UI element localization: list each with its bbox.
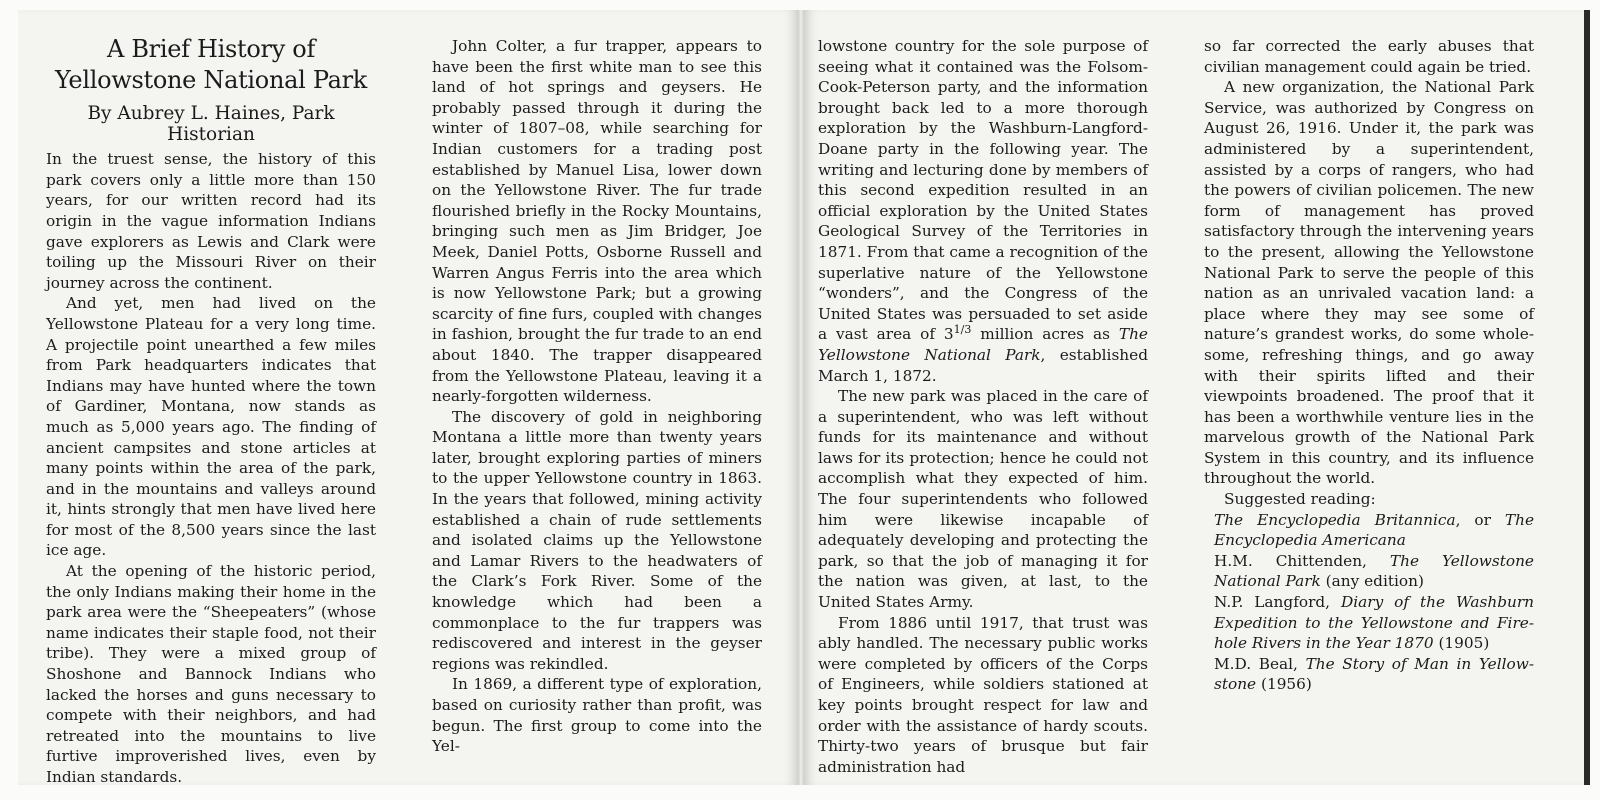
text-run: , established March 1, 1872. [818, 345, 1148, 385]
text-run: (any edition) [1320, 572, 1424, 591]
book-title: The Encyclopedia Americana [1214, 510, 1534, 550]
paragraph [818, 36, 1148, 386]
author: H.M. Chittenden, [1214, 551, 1390, 570]
column-1 [46, 34, 376, 788]
suggested-reading [1204, 489, 1534, 695]
book-title: The Story of Man in Yellowstone [1214, 654, 1534, 694]
book-title: Diary of the Washburn Expedition to the Yellowstone and Firehole Rivers in the Year 1870 [1214, 593, 1535, 653]
paragraph: And yet, men had lived on the Yellowstone Plateau for a very long time. A projectile point unearthed a few miles from Park headquarters indicates that Indians may have hunted where the town of Gardiner, Montana, now stands as much as 5,000 years ago. The finding of ancient campsites and stone articles at many points within the area of the park, and in the mountains and valleys around it, hints strongly that men have lived here for most of the 8,500 years since the last ice age. [46, 294, 376, 560]
reading-item [1214, 654, 1534, 695]
park-name: The Yellowstone National Park [818, 325, 1148, 364]
text-run: , or [1455, 510, 1505, 529]
author: N.P. Langford, [1214, 593, 1341, 612]
reading-heading: Suggested reading: [1224, 490, 1376, 509]
byline: By Aubrey L. Haines, Park Historian [87, 103, 335, 145]
fraction: 1/3 [953, 323, 972, 337]
text-run: (1905) [1433, 634, 1490, 653]
column-3 [818, 36, 1148, 777]
reading-item [1214, 551, 1534, 592]
paragraph: In 1869, a different type of exploration, based on curiosity rather than profit, was begun. The first group to come into the Yel- [432, 675, 762, 756]
column-4 [1204, 36, 1534, 695]
paragraph: The new park was placed in the care of a superintendent, who was left without funds for its maintenance and without laws for its protection; hence he could not accomplish what they expected of him. The four superintendents who followed him were likewise incapable of adequately developing and protecting the park, so that the job of managing it for the nation was given, at last, to the United States Army. [818, 387, 1148, 612]
paragraph: so far corrected the early abuses that civilian management could again be tried. [1204, 37, 1534, 76]
paragraph: At the opening of the historic period, the only Indians making their home in the park area were the “Sheepeaters” (whose name indicates their staple food, not their tribe). They were a mixed group of Shoshone and Bannock Indians who lacked the horses and guns necessary to compete with their neighbors, and had retreated into the mountains to live furtive improverished lives, even by Indian standards. [46, 562, 376, 786]
author: M.D. Beal, [1214, 654, 1306, 673]
article-title [46, 34, 376, 96]
book-title: The Encyclopedia Britannica [1214, 510, 1456, 529]
paragraph: From 1886 until 1917, that trust was ably handled. The necessary public works were completed by officers of the Corps of Engineers, while soldiers stationed at key points brought respect for law and order with the assistance of hardy scouts. Thirty-two years of brusque but fair administration had [818, 613, 1148, 776]
column-2 [432, 36, 762, 757]
title-line-1: A Brief History of [106, 35, 316, 63]
reading-item [1214, 592, 1534, 654]
paragraph: John Colter, a fur trapper, appears to have been the first white man to see this land of hot springs and geysers. He probably passed through it during the winter of 1807–08, while searching for Indian customers for a trading post established by Manuel Lisa, lower down on the Yellowstone River. The fur trade flourished briefly in the Rocky Mountains, bringing such men as Jim Bridger, Joe Meek, Daniel Potts, Osborne Russell and Warren Angus Ferris into the area which is now Yellowstone Park; but a growing scarcity of fine furs, coupled with changes in fashion, brought the fur trade to an end about 1840. The trapper disappeared from the Yellowstone Plateau, leaving it a nearly-forgotten wilderness. [432, 37, 762, 406]
reading-item [1214, 510, 1534, 551]
page-edge [1584, 10, 1590, 785]
text-run: (1956) [1256, 675, 1312, 694]
paragraph: In the truest sense, the history of this park covers only a little more than 150 years, for our written record had its origin in the vague information Indians gave explorers as Lewis and Clark were toiling up the Missouri River on their journey across the continent. [46, 150, 376, 292]
paragraph: The discovery of gold in neighboring Montana a little more than twenty years later, brought exploring parties of miners to the upper Yellowstone country in 1863. In the years that followed, mining activity established a chain of rude settlements and isolated claims up the Yellowstone and Lamar Rivers to the headwaters of the Clark’s Fork River. Some of the knowledge which had been a commonplace to the fur trappers was rediscovered and interest in the geyser regions was rekindled. [432, 407, 762, 673]
paragraph: A new organization, the National Park Service, was authorized by Congress on August 26, 1916. Under it, the park was administered by a superintendent, assisted by a corps of rangers, who had the powers of civilian policemen. The new form of management has proved satisfactory through the intervening years to the present, allowing the Yellowstone National Park to serve the people of this nation as an unrivaled vacation land: a place where they may see some of nature’s grandest works, do some wholesome, refreshing things, and go away with their spirits lifted and their viewpoints broadened. The proof that it has been a worthwhile venture lies in the marvelous growth of the National Park System in this country, and its influence throughout the world. [1204, 78, 1534, 488]
title-line-2: Yellowstone National Park [54, 66, 368, 94]
text-run: million acres as [971, 325, 1119, 344]
book-title: The Yellowstone National Park [1214, 551, 1534, 591]
text-run: lowstone country for the sole purpose of seeing what it contained was the Folsom-Cook-Peterson party, and the information brought back led to a more thorough exploration by the Washburn-Langford-Doane party in the following year. The writing and lecturing done by members of this second expedition resulted in an official exploration by the United States Geological Survey of the Territories in 1871. From that came a recognition of the superlative nature of the Yellowstone “wonders”, and the Congress of the United States was persuaded to set aside a vast area of 3 [818, 37, 1148, 344]
